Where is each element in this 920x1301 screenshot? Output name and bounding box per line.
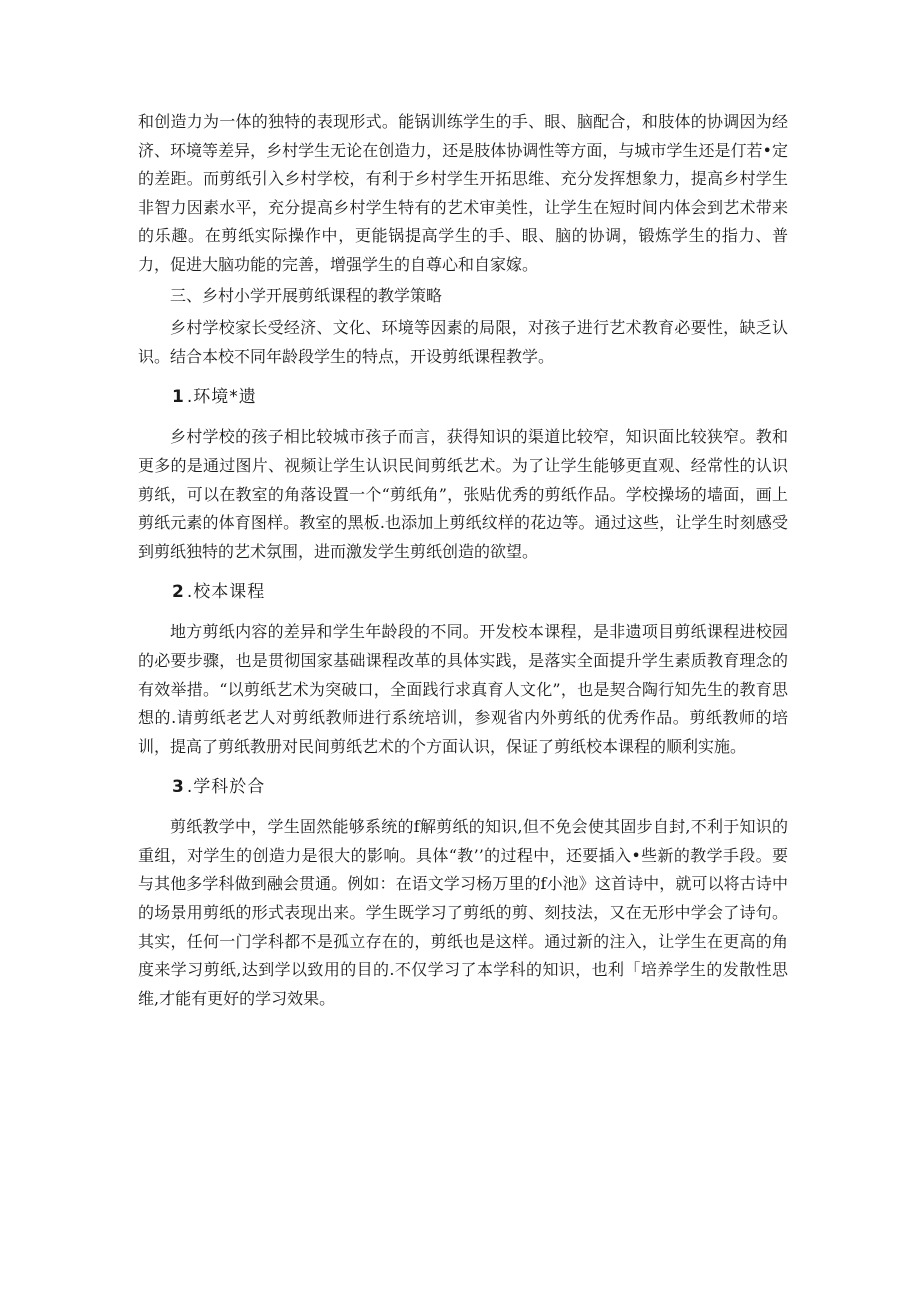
item-1-paragraph: 乡村学校的孩子相比较城市孩子而言，获得知识的渠道比较窄，知识面比较狭窄。教和更多的是通过图片、视频让学生认识民间剪纸艺术。为了让学生能够更直观、经常性的认识剪纸，可以在教室的角落设置一个“剪纸角”，张贴优秀的剪纸作品。学校操场的墙面，画上剪纸元素的体育图样。教室的黑板.也添加上剪纸纹样的花边等。通过这些，让学生时刻感受到剪纸独特的艺术氛围，进而激发学生剪纸创造的欲望。	[138, 427, 788, 561]
intro-paragraph: 和创造力为一体的独特的表现形式。能锅训练学生的手、眼、脑配合，和肢体的协调因为经济、环境等差异，乡村学生无论在创造力，还是肢体协调性等方面，与城市学生还是仃若•定的差距。而剪纸引入乡村学校，有利于乡村学生开拓思维、充分发挥想象力，提高乡村学生非智力因素水平，充分提高乡村学生特有的艺术审美性，让学生在短时间内体会到艺术带来的乐趣。在剪纸实际操作中，更能锅提高学生的手、眼、脑的协调，锻炼学生的指力、普力，促进大脑功能的完善，增强学生的自尊心和自家嫁。	[138, 112, 788, 274]
item-2-heading	[138, 580, 788, 604]
document-page	[138, 108, 788, 1013]
item-3-heading	[138, 775, 788, 799]
item-3-number: 3	[172, 777, 185, 798]
item-2-number: 2	[172, 582, 185, 603]
section-intro-paragraph: 乡村学校家长受经济、文化、环境等因素的局限，对孩子进行艺术教育必要性，缺乏认识。结合本校不同年龄段学生的特点，开设剪纸课程教学。	[138, 318, 788, 366]
item-1-number: 1	[172, 387, 185, 408]
item-3-paragraph: 剪纸教学中，学生固然能够系统的f解剪纸的知识,但不免会使其固步自封,不利于知识的重组，对学生的创造力是很大的影响。具体“教’’的过程中，还要插入•些新的教学手段。要与其他多学科做到融会贯通。例如：在语文学习杨万里的f小池》这首诗中，就可以将古诗中的场景用剪纸的形式表现出来。学生既学习了剪纸的剪、刻技法，又在无形中学会了诗句。其实，任何一门学科都不是孤立存在的，剪纸也是这样。通过新的注入，让学生在更高的角度来学习剪纸,达到学以致用的目的.不仅学习了本学科的知识，也利「培养学生的发散性思维,才能有更好的学习效果。	[138, 817, 788, 1008]
item-1-title: .环境*遗	[186, 387, 257, 408]
item-1-heading	[138, 385, 788, 409]
item-2-paragraph: 地方剪纸内容的差异和学生年龄段的不同。开发校本课程，是非遗项目剪纸课程进校园的必要步骤，也是贯彻国家基础课程改革的具体实践，是落实全面提升学生素质教育理念的有效举措。“以剪纸艺术为突破口，全面践行求真育人文化”，也是契合陶行知先生的教育思想的.请剪纸老艺人对剪纸教师进行系统培训，参观省内外剪纸的优秀作品。剪纸教师的培训，提高了剪纸教册对民间剪纸艺术的个方面认识，保证了剪纸校本课程的顺利实施。	[138, 622, 788, 756]
section-title: 三、乡村小学开展剪纸课程的教学策略	[170, 285, 443, 305]
item-3-title: .学科於合	[186, 777, 266, 798]
item-2-title: .校本课程	[186, 582, 266, 603]
